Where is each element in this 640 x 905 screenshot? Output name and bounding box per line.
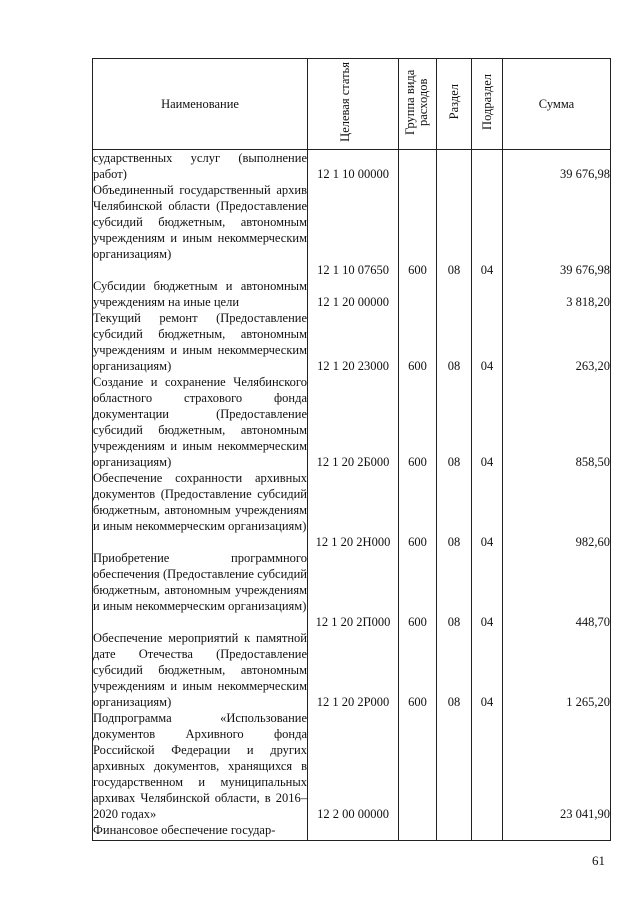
row-sum: 3 818,20 bbox=[503, 278, 611, 310]
row-group bbox=[399, 150, 437, 183]
row-section: 08 bbox=[437, 310, 472, 374]
row-group: 600 bbox=[399, 630, 437, 710]
row-sum: 39 676,98 bbox=[503, 182, 611, 278]
row-name: Объединенный государственный архив Челябинской области (Предоставление субсидий бюджетным, автономным учреждениям и иным некоммерческим организациям) bbox=[93, 182, 308, 278]
row-subsection: 04 bbox=[472, 470, 503, 550]
row-code: 12 1 20 23000 bbox=[308, 310, 399, 374]
row-subsection: 04 bbox=[472, 310, 503, 374]
row-sum: 982,60 bbox=[503, 470, 611, 550]
row-name: Создание и сохранение Челябинского областного страхового фонда документации (Предоставление субсидий бюджетным, автономным учреждениям и иным некоммерческим организациям) bbox=[93, 375, 307, 469]
row-name: Обеспечение мероприятий к памятной дате Отечества (Предоставление субсидий бюджетным, автономным учреждениям и иным некоммерческим организациям) bbox=[93, 631, 307, 709]
table-header-row bbox=[93, 59, 611, 150]
row-group: 600 bbox=[399, 550, 437, 630]
header-subsection bbox=[472, 59, 503, 150]
table-row bbox=[93, 374, 611, 470]
row-group bbox=[399, 278, 437, 310]
row-code: 12 1 20 2Р000 bbox=[308, 630, 399, 710]
row-group: 600 bbox=[399, 470, 437, 550]
row-sum: 1 265,20 bbox=[503, 630, 611, 710]
table-row bbox=[93, 470, 611, 550]
header-group-label: Группа вида расходов bbox=[402, 69, 430, 135]
row-sum: 23 041,90 bbox=[503, 710, 611, 822]
row-group bbox=[399, 710, 437, 822]
row-name: Субсидии бюджетным и автономным учреждениям на иные цели bbox=[93, 279, 307, 309]
row-subsection bbox=[472, 278, 503, 310]
row-group: 600 bbox=[399, 182, 437, 278]
row-name: Приобретение программного обеспечения (Предоставление субсидий бюджетным, автономным учреждениям и иным некоммерческим организациям) bbox=[93, 550, 308, 630]
row-code bbox=[308, 822, 399, 840]
header-section-label: Раздел bbox=[446, 84, 461, 120]
budget-table bbox=[92, 58, 611, 841]
table-row bbox=[93, 310, 611, 374]
row-section bbox=[437, 710, 472, 822]
row-section bbox=[437, 150, 472, 183]
row-section bbox=[437, 822, 472, 840]
table-row bbox=[93, 822, 611, 840]
header-section bbox=[437, 59, 472, 150]
table-row bbox=[93, 150, 611, 183]
row-sum: 448,70 bbox=[503, 550, 611, 630]
row-name: Текущий ремонт (Предоставление субсидий бюджетным, автономным учреждениям и иным некоммерческим организациям) bbox=[93, 311, 307, 373]
row-code: 12 1 20 2Б000 bbox=[308, 374, 399, 470]
row-code: 12 2 00 00000 bbox=[308, 710, 399, 822]
row-sum: 39 676,98 bbox=[503, 150, 611, 183]
header-group bbox=[399, 59, 437, 150]
row-code: 12 1 10 00000 bbox=[308, 150, 399, 183]
row-sum: 263,20 bbox=[503, 310, 611, 374]
table-row bbox=[93, 278, 611, 310]
row-section: 08 bbox=[437, 182, 472, 278]
header-sum: Сумма bbox=[503, 59, 611, 150]
row-group bbox=[399, 822, 437, 840]
header-subsection-label: Подраздел bbox=[479, 74, 494, 130]
row-name: сударственных услуг (выполнение работ) bbox=[93, 151, 307, 181]
page-number: 61 bbox=[592, 853, 605, 868]
row-section: 08 bbox=[437, 374, 472, 470]
row-code: 12 1 20 00000 bbox=[308, 278, 399, 310]
row-subsection bbox=[472, 710, 503, 822]
row-code: 12 1 20 2Н000 bbox=[308, 470, 399, 550]
header-code bbox=[308, 59, 399, 150]
row-group: 600 bbox=[399, 310, 437, 374]
table-row bbox=[93, 550, 611, 630]
row-code: 12 1 20 2П000 bbox=[308, 550, 399, 630]
row-name: Обеспечение сохранности архивных документов (Предоставление субсидий бюджетным, автономным учреждениям и иным некоммерческим организациям) bbox=[93, 470, 308, 550]
row-group: 600 bbox=[399, 374, 437, 470]
row-subsection: 04 bbox=[472, 550, 503, 630]
row-section bbox=[437, 278, 472, 310]
row-section: 08 bbox=[437, 550, 472, 630]
row-code: 12 1 10 07650 bbox=[308, 182, 399, 278]
table-row bbox=[93, 630, 611, 710]
row-section: 08 bbox=[437, 470, 472, 550]
row-section: 08 bbox=[437, 630, 472, 710]
row-subsection: 04 bbox=[472, 182, 503, 278]
row-name: Финансовое обеспечение государ- bbox=[93, 822, 308, 840]
row-subsection bbox=[472, 150, 503, 183]
row-sum bbox=[503, 822, 611, 840]
row-subsection: 04 bbox=[472, 374, 503, 470]
table-row bbox=[93, 710, 611, 822]
table-row bbox=[93, 182, 611, 278]
row-name: Подпрограмма «Использование документов Архивного фонда Российской Федерации и других архивных документов, хранящихся в государственном и муниципальных архивах Челябинской области, в 2016–2020 годах» bbox=[93, 711, 307, 821]
row-subsection: 04 bbox=[472, 630, 503, 710]
row-sum: 858,50 bbox=[503, 374, 611, 470]
header-name: Наименование bbox=[93, 59, 308, 150]
row-subsection bbox=[472, 822, 503, 840]
header-code-label: Целевая статья bbox=[338, 62, 352, 142]
